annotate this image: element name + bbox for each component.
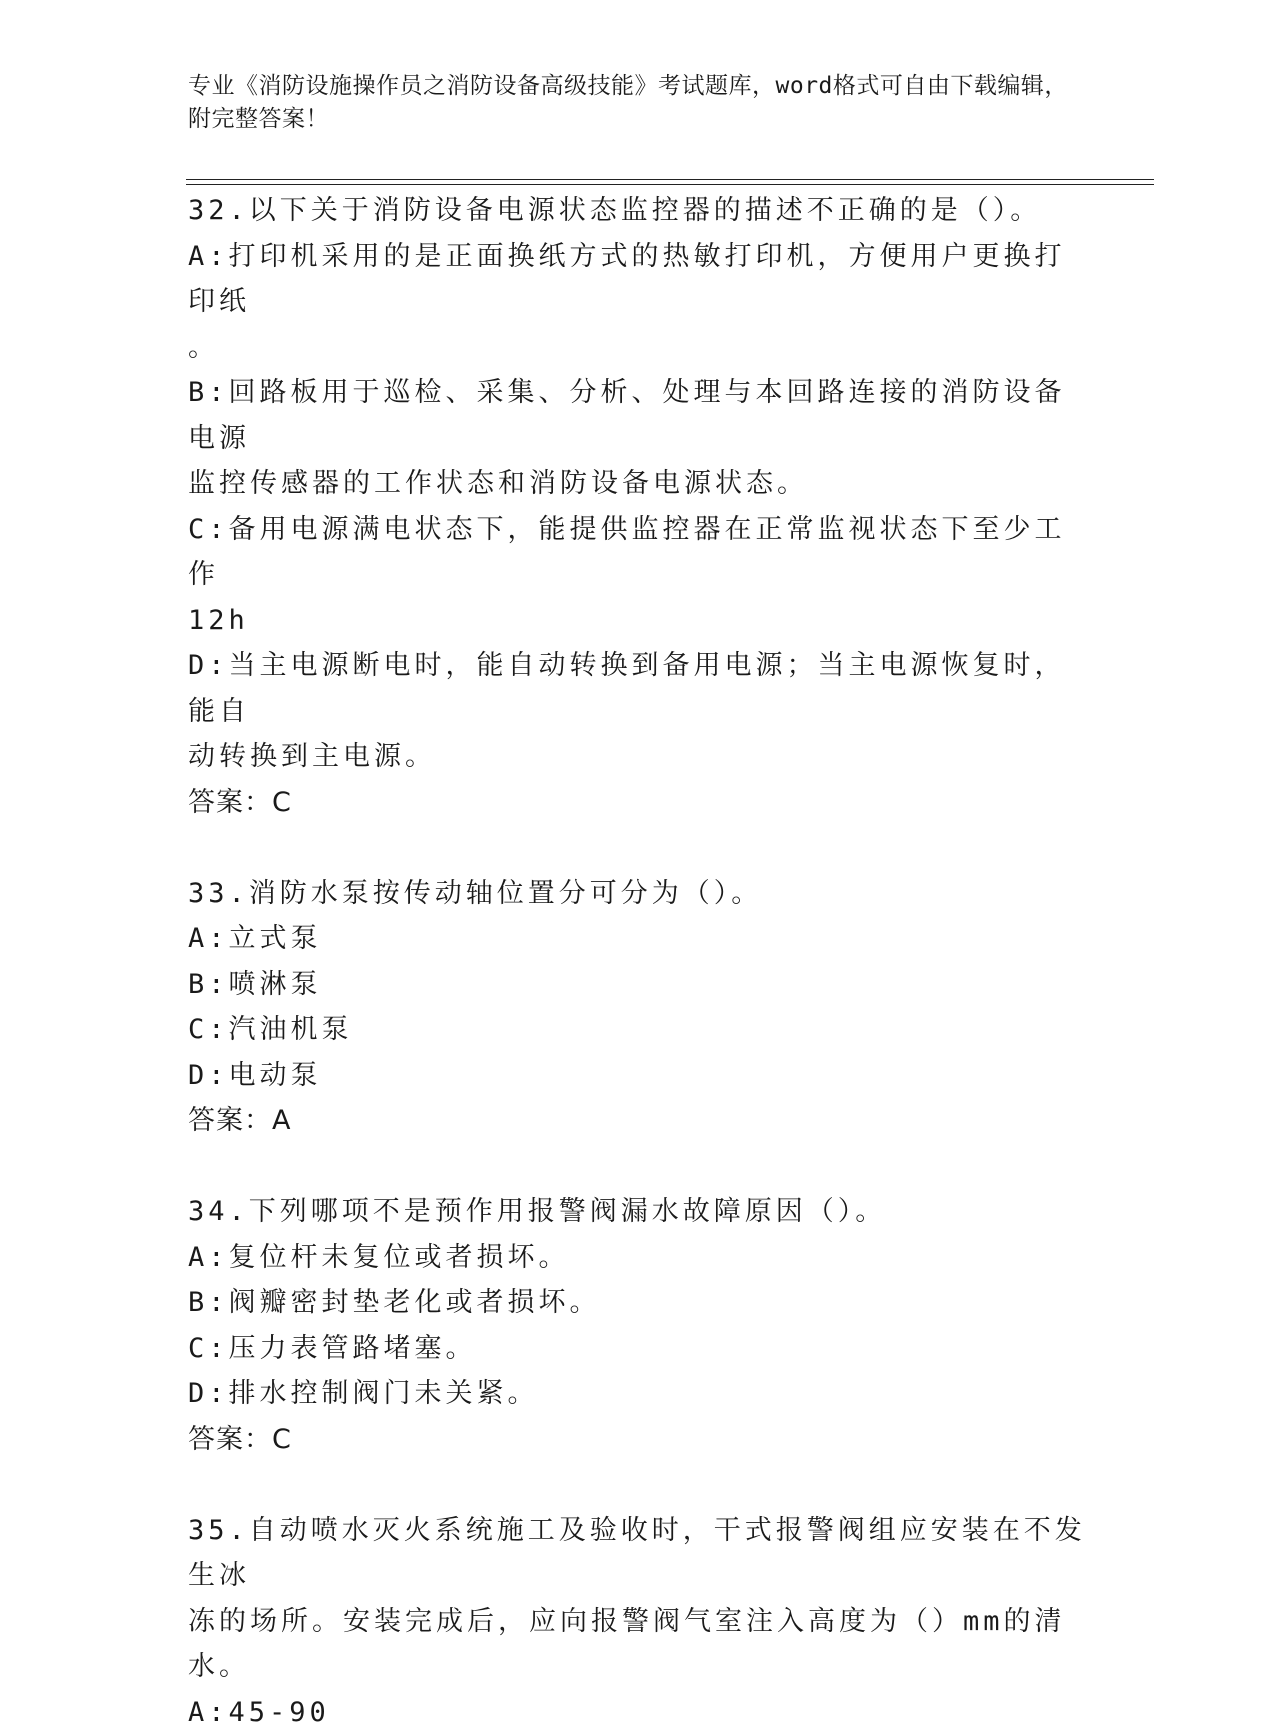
question-list bbox=[188, 188, 1088, 1735]
question-33-option-c: C:汽油机泵 bbox=[188, 1007, 1088, 1053]
question-32-option-a-cont: 。 bbox=[188, 325, 1088, 371]
question-34-option-d: D:排水控制阀门未关紧。 bbox=[188, 1371, 1088, 1417]
header-divider-top bbox=[186, 179, 1154, 180]
header-divider-bottom bbox=[186, 184, 1154, 185]
question-33 bbox=[188, 871, 1088, 1144]
question-33-option-d: D:电动泵 bbox=[188, 1053, 1088, 1099]
question-32-option-d-cont: 动转换到主电源。 bbox=[188, 734, 1088, 780]
question-33-stem: 33.消防水泵按传动轴位置分可分为（）。 bbox=[188, 871, 1088, 917]
question-gap bbox=[188, 825, 1088, 871]
question-34-stem: 34.下列哪项不是预作用报警阀漏水故障原因（）。 bbox=[188, 1189, 1088, 1235]
question-32-answer: 答案：C bbox=[188, 780, 1088, 826]
question-32-stem: 32.以下关于消防设备电源状态监控器的描述不正确的是（）。 bbox=[188, 188, 1088, 234]
question-34 bbox=[188, 1189, 1088, 1462]
question-35-stem: 35.自动喷水灭火系统施工及验收时，干式报警阀组应安装在不发生冰 bbox=[188, 1508, 1088, 1599]
question-34-answer: 答案：C bbox=[188, 1417, 1088, 1463]
document-header bbox=[188, 70, 1068, 136]
question-gap bbox=[188, 1462, 1088, 1508]
question-32-option-c: C:备用电源满电状态下，能提供监控器在正常监视状态下至少工作 bbox=[188, 507, 1088, 598]
question-33-answer: 答案：A bbox=[188, 1098, 1088, 1144]
question-34-option-a: A:复位杆未复位或者损坏。 bbox=[188, 1235, 1088, 1281]
question-35-stem-cont: 冻的场所。安装完成后，应向报警阀气室注入高度为（）mm的清水。 bbox=[188, 1599, 1088, 1690]
question-35-option-a: A:45-90 bbox=[188, 1690, 1088, 1735]
question-32-option-a: A:打印机采用的是正面换纸方式的热敏打印机，方便用户更换打印纸 bbox=[188, 234, 1088, 325]
question-32-option-b: B:回路板用于巡检、采集、分析、处理与本回路连接的消防设备电源 bbox=[188, 370, 1088, 461]
question-35 bbox=[188, 1508, 1088, 1735]
question-32 bbox=[188, 188, 1088, 825]
question-34-option-c: C:压力表管路堵塞。 bbox=[188, 1326, 1088, 1372]
question-33-option-b: B:喷淋泵 bbox=[188, 962, 1088, 1008]
question-32-option-b-cont: 监控传感器的工作状态和消防设备电源状态。 bbox=[188, 461, 1088, 507]
question-34-option-b: B:阀瓣密封垫老化或者损坏。 bbox=[188, 1280, 1088, 1326]
question-32-option-c-cont: 12h bbox=[188, 598, 1088, 644]
header-text: 专业《消防设施操作员之消防设备高级技能》考试题库，word格式可自由下载编辑，附完整答案！ bbox=[188, 73, 1068, 132]
question-32-option-d: D:当主电源断电时，能自动转换到备用电源；当主电源恢复时，能自 bbox=[188, 643, 1088, 734]
question-33-option-a: A:立式泵 bbox=[188, 916, 1088, 962]
question-gap bbox=[188, 1144, 1088, 1190]
